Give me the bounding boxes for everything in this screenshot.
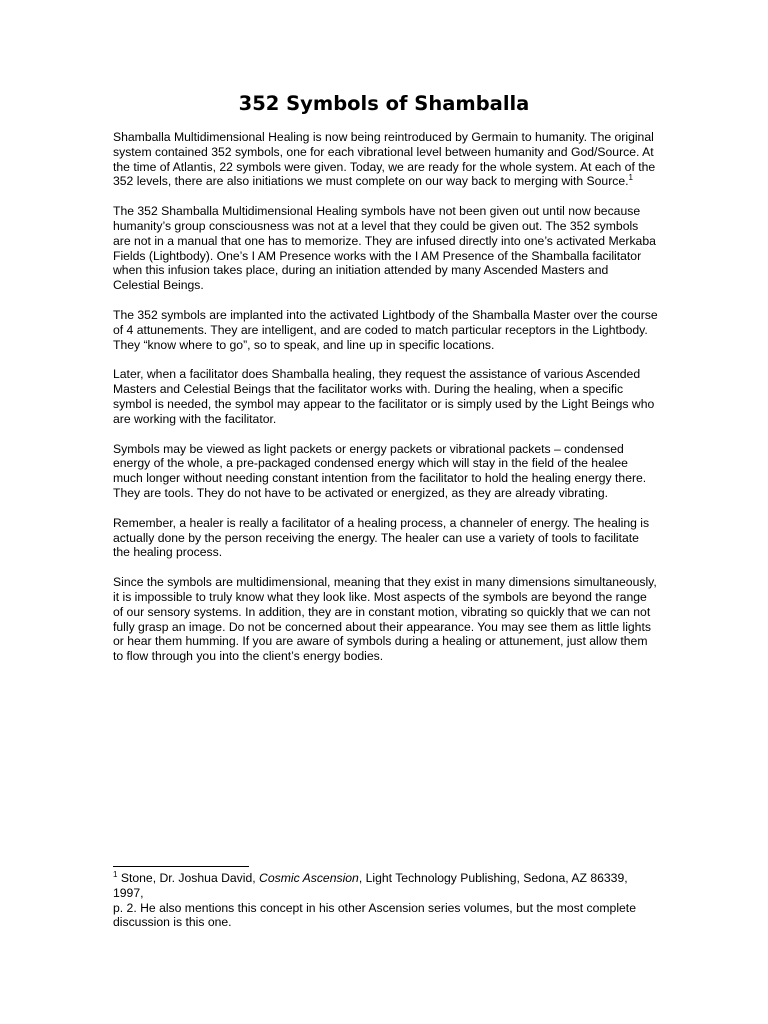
footnote bbox=[113, 871, 658, 930]
paragraph-7: Since the symbols are multidimensional, meaning that they exist in many dimensions simultaneously, it is impossible to truly know what they look like. Most aspects of the symbols are beyond the range of our sensory systems. In addition, they are in constant motion, vibrating so quickly that we can not fully grasp an image. Do not be concerned about their appearance. You may see them as little lights or hear them humming. If you are aware of symbols during a healing or attunement, just allow them to flow through you into the client’s energy bodies. bbox=[113, 575, 657, 664]
document-body bbox=[113, 130, 658, 664]
paragraph-3: The 352 symbols are implanted into the activated Lightbody of the Shamballa Master over the course of 4 attunements. They are intelligent, and are coded to match particular receptors in the Lightbody. They “know where to go”, so to speak, and line up in specific locations. bbox=[113, 307, 658, 352]
footnote-separator bbox=[113, 866, 249, 867]
footnote-line-2: p. 2. He also mentions this concept in his other Ascension series volumes, but the most complete discussion is this one. bbox=[113, 900, 636, 930]
document-title: 352 Symbols of Shamballa bbox=[238, 92, 530, 115]
paragraph-1 bbox=[113, 130, 658, 189]
footnote-reference[interactable]: 1 bbox=[628, 173, 633, 183]
paragraph-4: Later, when a facilitator does Shamballa healing, they request the assistance of various Ascended Masters and Celestial Beings that the facilitator works with. During the healing, when a specific symbol is needed, the symbol may appear to the facilitator or is simply used by the Light Beings who are working with the facilitator. bbox=[113, 367, 655, 426]
footnote-book-title: Cosmic Ascension bbox=[259, 871, 359, 885]
paragraph-2: The 352 Shamballa Multidimensional Healing symbols have not been given out until now because humanity’s group consciousness was not at a level that they could be given out. The 352 symbols are not in a manual that one has to memorize. They are infused directly into one’s activated Merkaba Fields (Lightbody). One’s I AM Presence works with the I AM Presence of the Shamballa facilitator when this infusion takes place, during an initiation attended by many Ascended Masters and Celestial Beings. bbox=[113, 204, 656, 293]
footnote-publisher: , Light Technology Publishing, Sedona, AZ 86339, 1997, bbox=[113, 871, 628, 900]
paragraph-1-text: Shamballa Multidimensional Healing is now being reintroduced by Germain to humanity. The original system contained 352 symbols, one for each vibrational level between humanity and God/Source. At the time of Atlantis, 22 symbols were given. Today, we are ready for the whole system. At each of the 352 levels, there are also initiations we must complete on our way back to merging with Source. bbox=[113, 130, 656, 189]
footnote-line-1 bbox=[113, 871, 658, 901]
paragraph-6: Remember, a healer is really a facilitator of a healing process, a channeler of energy. The healing is actually done by the person receiving the energy. The healer can use a variety of tools to facilitate the healing process. bbox=[113, 515, 650, 560]
footnote-marker: 1 bbox=[113, 869, 118, 879]
footnote-author: Stone, Dr. Joshua David, bbox=[117, 871, 260, 885]
paragraph-5: Symbols may be viewed as light packets or energy packets or vibrational packets – condensed energy of the whole, a pre-packaged condensed energy which will stay in the field of the healee much longer without needing constant intention from the facilitator to hold the healing energy there. They are tools. They do not have to be activated or energized, as they are already vibrating. bbox=[113, 441, 647, 500]
